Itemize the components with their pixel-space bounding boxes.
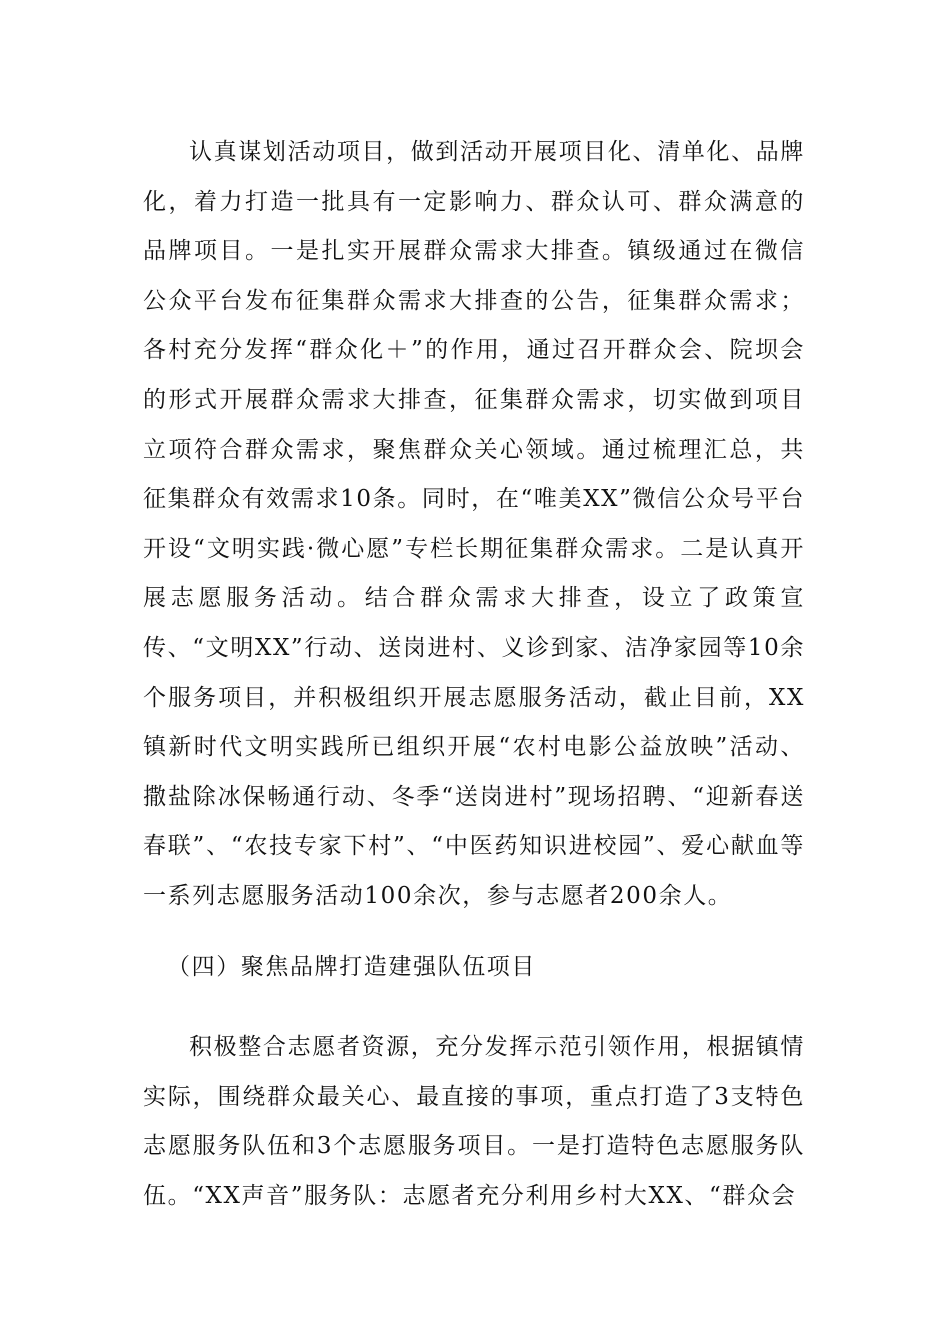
body-paragraph-activity-projects: 认真谋划活动项目，做到活动开展项目化、清单化、品牌化，着力打造一批具有一定影响力、群众认可、群众满意的品牌项目。一是扎实开展群众需求大排查。镇级通过在微信公众平台发布征集群众需求大排查的公告，征集群众需求；各村充分发挥“群众化＋”的作用，通过召开群众会、院坝会的形式开展群众需求大排查，征集群众需求，切实做到项目立项符合群众需求，聚焦群众关心领域。通过梳理汇总，共征集群众有效需求10条。同时，在“唯美XX”微信公众号平台开设“文明实践·微心愿”专栏长期征集群众需求。二是认真开展志愿服务活动。结合群众需求大排查，设立了政策宣传、“文明XX”行动、送岗进村、义诊到家、洁净家园等10余个服务项目，并积极组织开展志愿服务活动，截止目前，XX镇新时代文明实践所已组织开展“农村电影公益放映”活动、撒盐除冰保畅通行动、冬季“送岗进村”现场招聘、“迎新春送春联”、“农技专家下村”、“中医药知识进校园”、爱心献血等一系列志愿服务活动100余次，参与志愿者200余人。 bbox=[143, 139, 805, 909]
body-paragraph-volunteer-teams: 积极整合志愿者资源，充分发挥示范引领作用，根据镇情实际，围绕群众最关心、最直接的事项，重点打造了3支特色志愿服务队伍和3个志愿服务项目。一是打造特色志愿服务队伍。“XX声音”服务队：志愿者充分利用乡村大XX、“群众会 bbox=[143, 1034, 805, 1209]
section-heading-four: （四）聚焦品牌打造建强队伍项目 bbox=[167, 954, 536, 980]
